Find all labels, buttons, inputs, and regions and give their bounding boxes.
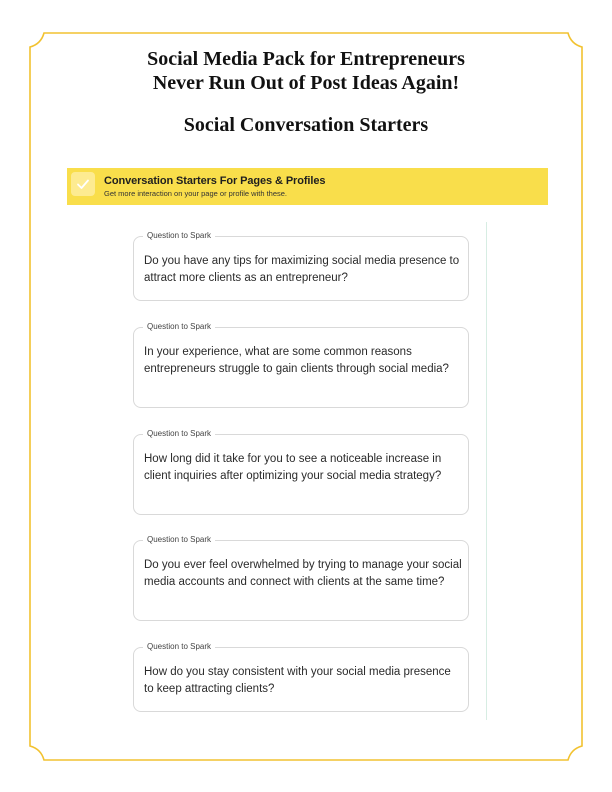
question-text: How do you stay consistent with your social media presence to keep attracting clients? (144, 666, 451, 695)
question-text: In your experience, what are some common reasons entrepreneurs struggle to gain clients through social media? (144, 346, 449, 375)
banner-title: Conversation Starters For Pages & Profiles (104, 175, 326, 187)
section-title: Social Conversation Starters (183, 114, 429, 136)
question-card (133, 642, 469, 712)
card-label: Question to Spark (143, 640, 215, 654)
document-title: Social Media Pack for Entrepreneurs (147, 48, 465, 70)
check-icon (71, 172, 95, 196)
card-label: Question to Spark (143, 533, 215, 547)
banner-subtitle: Get more interaction on your page or profile with these. (104, 189, 288, 198)
question-card (133, 535, 469, 621)
card-label: Question to Spark (143, 427, 215, 441)
document-subtitle: Never Run Out of Post Ideas Again! (152, 72, 460, 94)
divider-line (486, 222, 487, 720)
question-text: Do you have any tips for maximizing social media presence to attract more clients as an entrepreneur? (144, 255, 460, 284)
card-label: Question to Spark (143, 229, 215, 243)
question-card (133, 231, 469, 301)
question-card (133, 429, 469, 515)
question-text: How long did it take for you to see a noticeable increase in client inquiries after optimizing your social media strategy? (144, 453, 442, 482)
question-text: Do you ever feel overwhelmed by trying to manage your social media accounts and connect with clients at the same time? (144, 559, 462, 588)
question-card (133, 322, 469, 408)
card-label: Question to Spark (143, 320, 215, 334)
